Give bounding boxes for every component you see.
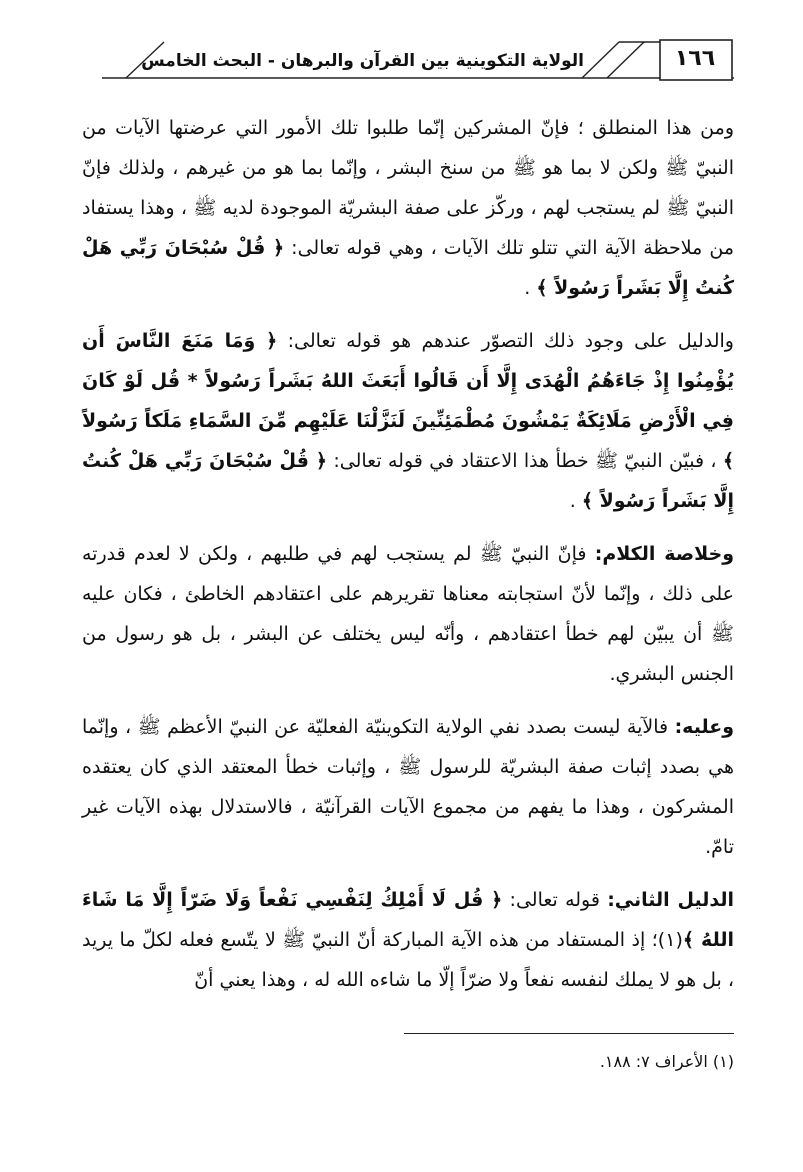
quran-verse: ﴿ قُلْ سُبْحَانَ رَبِّي هَلْ كُنتُ إِلَّا بَشَراً رَسُولاً ﴾ xyxy=(82,450,734,512)
paragraph-tail: . xyxy=(524,277,537,299)
quran-verse: ﴿ قُل لَا أَمْلِكُ لِنَفْسِي نَفْعاً وَلَا ضَرّاً إِلَّا مَا شَاءَ اللهُ ﴾ xyxy=(82,889,734,951)
footnote: (١) الأعراف ٧: ١٨٨. xyxy=(599,1052,734,1071)
paragraph-text: فالآية ليست بصدد نفي الولاية التكوينيّة الفعليّة عن النبيّ الأعظم ﷺ ، وإنّما هي بصدد إثبات صفة البشريّة للرسول ﷺ ، وإثبات خطأ المعتقد الذي كان يعتقده المشركون ، وهذا ما يفهم من مجموع الآيات القرآنيّة ، فالاستدلال بهذه الآيات غير تامّ. xyxy=(82,716,734,858)
paragraph xyxy=(82,321,734,521)
paragraph-tail: (١)؛ إذ المستفاد من هذه الآية المباركة أنّ النبيّ ﷺ لا يتّسع فعله لكلّ ما يريد ، بل هو لا يملك لنفسه نفعاً ولا ضرّاً إلّا ما شاءه الله له ، وهذا يعني أنّ xyxy=(82,929,734,991)
page-number: ١٦٦ xyxy=(674,46,716,71)
paragraph-text: والدليل على وجود ذلك التصوّر عندهم هو قوله تعالى: xyxy=(277,330,734,352)
paragraph xyxy=(82,707,734,867)
paragraph-lead: وخلاصة الكلام: xyxy=(594,543,735,565)
quran-verse: ﴿ وَمَا مَنَعَ النَّاسَ أَن يُؤْمِنُوا إِذْ جَاءَهُمُ الْهُدَى إِلَّا أَن قَالُوا أَبَعَثَ اللهُ بَشَراً رَسُولاً * قُل لَوْ كَانَ فِي الْأَرْضِ مَلَائِكَةٌ يَمْشُونَ مُطْمَئِنِّينَ لَنَزَّلْنَا عَلَيْهِم مِّنَ السَّمَاءِ مَلَكاً رَسُولاً ﴾ xyxy=(82,330,735,472)
paragraph-text: قوله تعالى: xyxy=(502,889,608,911)
paragraph xyxy=(82,534,734,694)
paragraph-lead: الدليل الثاني: xyxy=(607,889,734,911)
running-header-title: الولاية التكوينية بين القرآن والبرهان - البحث الخامس xyxy=(141,51,584,71)
paragraph-tail: . xyxy=(569,490,582,512)
paragraph-text: ومن هذا المنطلق ؛ فإنّ المشركين إنّما طلبوا تلك الأمور التي عرضتها الآيات من النبيّ ﷺ ولكن لا بما هو ﷺ من سنخ البشر ، وإنّما بما هو من غيرهم ، ولذلك فإنّ النبيّ ﷺ لم يستجب لهم ، وركّز على صفة البشريّة الموجودة لديه ﷺ ، وهذا يستفاد من ملاحظة الآية التي تتلو تلك الآيات ، وهي قوله تعالى: xyxy=(82,117,734,259)
footnote-separator xyxy=(404,1033,734,1034)
page-header xyxy=(82,38,734,82)
paragraph xyxy=(82,880,734,1000)
paragraph-text: فإنّ النبيّ ﷺ لم يستجب لهم في طلبهم ، ولكن لا لعدم قدرته على ذلك ، وإنّما لأنّ استجابته معناها تقريرهم على اعتقادهم الخاطئ ، فكان عليه ﷺ أن يبيّن لهم خطأ اعتقادهم ، وأنّه ليس يختلف عن البشر ، بل هو رسول من الجنس البشري. xyxy=(82,543,734,685)
paragraph-tail: ، فبيّن النبيّ ﷺ خطأ هذا الاعتقاد في قوله تعالى: xyxy=(327,450,723,472)
paragraph-lead: وعليه: xyxy=(674,716,734,738)
quran-verse: ﴿ قُلْ سُبْحَانَ رَبِّي هَلْ كُنتُ إِلَّا بَشَراً رَسُولاً ﴾ xyxy=(82,237,734,299)
paragraph xyxy=(82,108,734,308)
body-text xyxy=(82,108,734,1013)
